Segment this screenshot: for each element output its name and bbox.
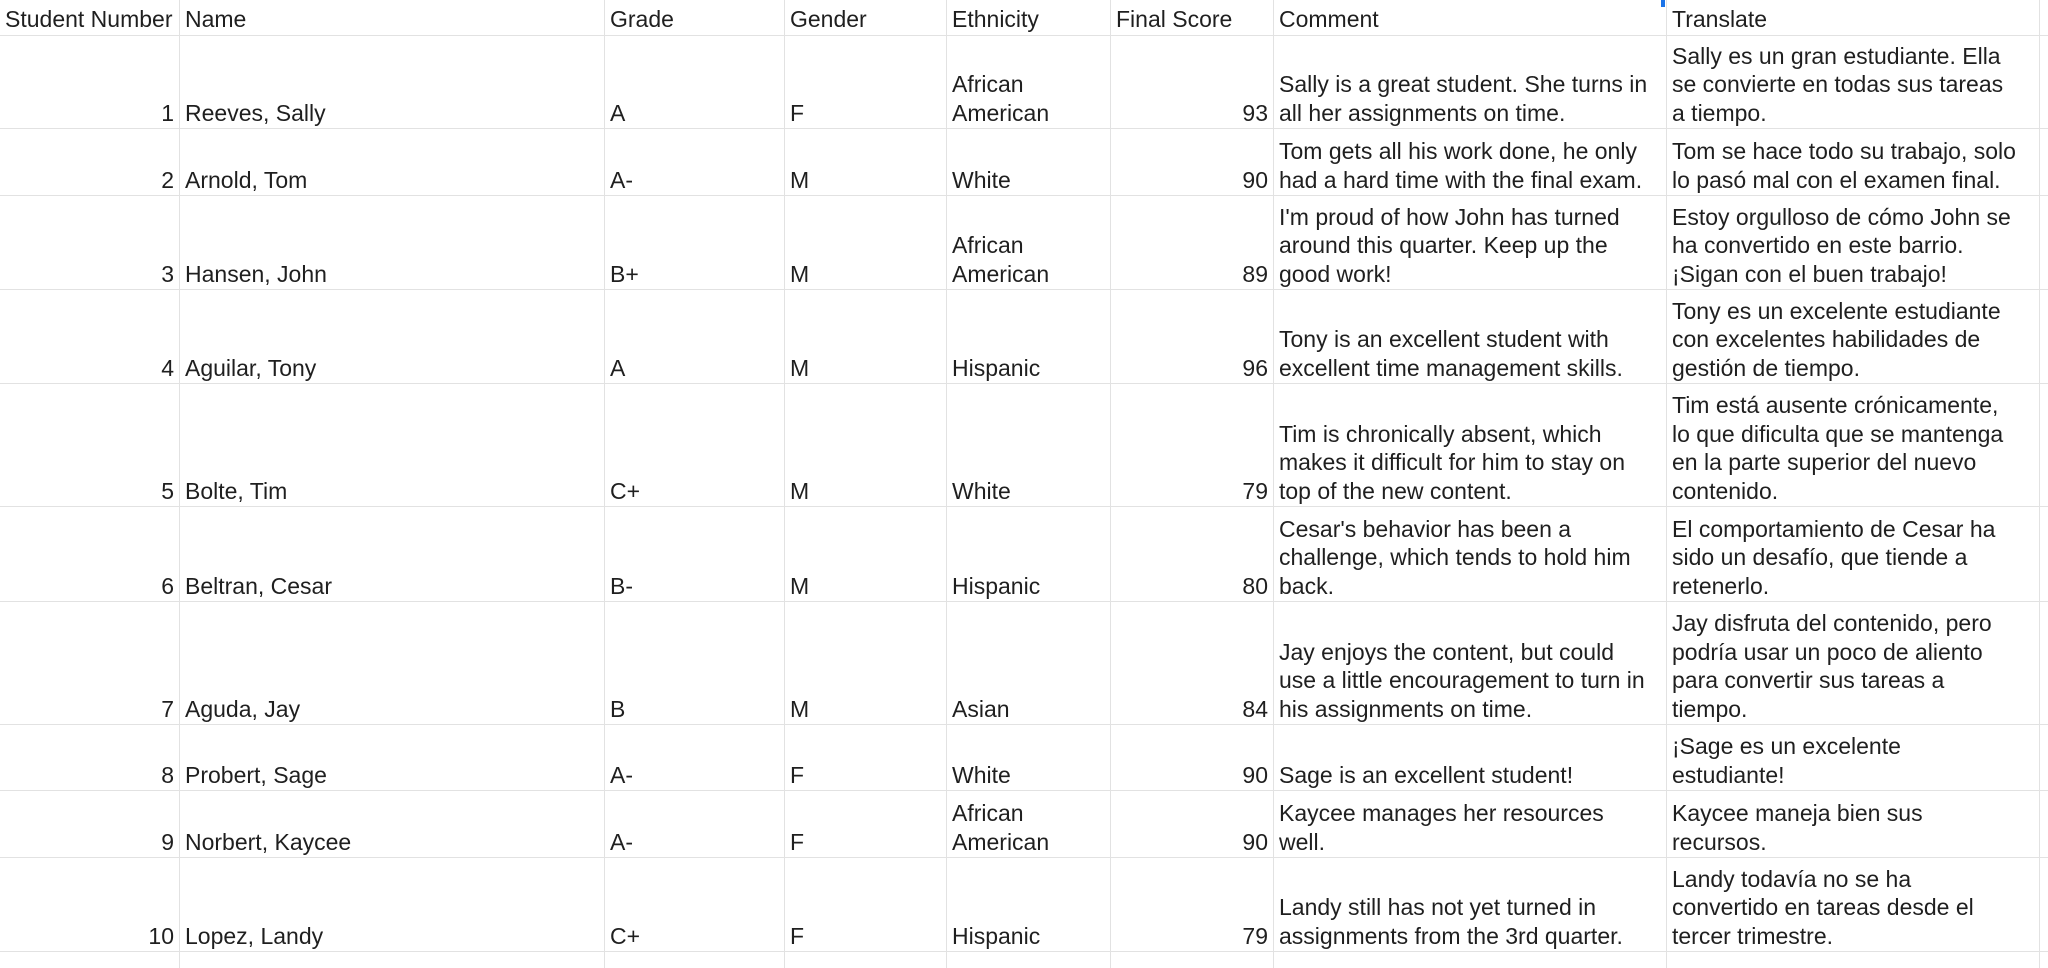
- gender-cell[interactable]: [785, 602, 947, 725]
- grade-text: A: [610, 354, 626, 381]
- ethnicity-cell[interactable]: [947, 290, 1111, 384]
- ethnicity-text: White: [952, 477, 1011, 504]
- empty-cell[interactable]: [2040, 952, 2048, 968]
- final-score-text: 90: [1242, 828, 1268, 855]
- final-score-text: 96: [1242, 354, 1268, 381]
- translate-cell[interactable]: [1667, 507, 2040, 602]
- gender-text: M: [790, 354, 810, 381]
- final-score-text: 79: [1242, 477, 1268, 504]
- grade-text: A-: [610, 828, 633, 855]
- translate-text: lo pasó mal con el examen final.: [1672, 166, 2001, 193]
- final-score-cell[interactable]: [1111, 602, 1274, 725]
- translate-cell[interactable]: [1667, 858, 2040, 952]
- comment-cell[interactable]: [1274, 725, 1667, 791]
- final-score-cell[interactable]: [1111, 290, 1274, 384]
- empty-cell[interactable]: [1667, 952, 2040, 968]
- translate-text: Sally es un gran estudiante. Ella: [1672, 42, 2001, 69]
- final-score-text: 93: [1242, 99, 1268, 126]
- translate-text: para convertir sus tareas a: [1672, 667, 1945, 693]
- translate-cell[interactable]: [1667, 384, 2040, 507]
- grade-text: A-: [610, 166, 633, 193]
- name-text: Aguda, Jay: [185, 695, 301, 722]
- comment-cell[interactable]: [1274, 602, 1667, 725]
- empty-cell[interactable]: [2040, 791, 2048, 858]
- final-score-text: 80: [1242, 572, 1268, 599]
- header-translate[interactable]: Translate: [1667, 0, 2040, 36]
- comment-text: Tom gets all his work done, he only: [1279, 138, 1637, 164]
- translate-text: tercer trimestre.: [1672, 922, 1834, 949]
- table-row: [0, 36, 2048, 129]
- student-number-cell[interactable]: [0, 290, 180, 384]
- comment-text: challenge, which tends to hold him: [1279, 544, 1631, 570]
- ethnicity-text: American: [952, 828, 1050, 855]
- empty-cell[interactable]: [2040, 384, 2048, 507]
- ethnicity-cell[interactable]: [947, 858, 1111, 952]
- grade-text: B+: [610, 260, 639, 287]
- comment-text: assignments from the 3rd quarter.: [1279, 922, 1623, 949]
- translate-text: El comportamiento de Cesar ha: [1672, 515, 1996, 542]
- student-number-text: 8: [161, 761, 174, 788]
- header-empty-column[interactable]: [2040, 0, 2048, 36]
- final-score-text: 79: [1242, 922, 1268, 949]
- empty-cell[interactable]: [605, 952, 785, 968]
- table-row: [0, 791, 2048, 858]
- gender-cell[interactable]: [785, 725, 947, 791]
- grade-cell[interactable]: [605, 507, 785, 602]
- translate-text: ha convertido en este barrio.: [1672, 232, 1964, 258]
- final-score-cell[interactable]: [1111, 384, 1274, 507]
- grade-cell[interactable]: [605, 791, 785, 858]
- translate-text: Kaycee maneja bien sus: [1672, 800, 1923, 826]
- ethnicity-text: American: [952, 260, 1050, 287]
- name-text: Aguilar, Tony: [185, 354, 317, 381]
- gender-text: F: [790, 828, 805, 855]
- comment-text: Cesar's behavior has been a: [1279, 515, 1572, 542]
- final-score-cell[interactable]: [1111, 36, 1274, 129]
- ethnicity-text: African: [952, 232, 1024, 258]
- comment-cell[interactable]: [1274, 791, 1667, 858]
- translate-text: Estoy orgulloso de cómo John se: [1672, 203, 2011, 230]
- grade-text: C+: [610, 922, 641, 949]
- translate-text: podría usar un poco de aliento: [1672, 638, 1983, 665]
- name-cell[interactable]: [180, 290, 605, 384]
- student-number-cell[interactable]: [0, 36, 180, 129]
- comment-cell[interactable]: [1274, 384, 1667, 507]
- table-row: [0, 129, 2048, 196]
- cell-selection-handle[interactable]: [1661, 0, 1665, 7]
- header-final-score[interactable]: Final Score: [1111, 0, 1274, 36]
- name-text: Norbert, Kaycee: [185, 828, 352, 855]
- empty-row: [0, 952, 2048, 968]
- table-row: [0, 858, 2048, 952]
- table-row: [0, 602, 2048, 725]
- final-score-text: 89: [1242, 260, 1268, 287]
- student-number-text: 4: [161, 354, 174, 381]
- translate-text: retenerlo.: [1672, 572, 1770, 599]
- translate-text: en la parte superior del nuevo: [1672, 449, 1977, 475]
- translate-text: convertido en tareas desde el: [1672, 894, 1974, 920]
- translate-cell[interactable]: [1667, 129, 2040, 196]
- student-number-text: 2: [161, 166, 174, 193]
- comment-cell[interactable]: [1274, 858, 1667, 952]
- empty-cell[interactable]: [2040, 196, 2048, 290]
- gender-cell[interactable]: [785, 290, 947, 384]
- comment-text: Jay enjoys the content, but could: [1279, 638, 1614, 665]
- table-row: [0, 507, 2048, 602]
- translate-text: sido un desafío, que tiende a: [1672, 544, 1968, 570]
- translate-text: se convierte en todas sus tareas: [1672, 71, 2004, 97]
- translate-text: recursos.: [1672, 828, 1767, 855]
- comment-cell[interactable]: [1274, 129, 1667, 196]
- translate-text: contenido.: [1672, 477, 1779, 504]
- comment-text: around this quarter. Keep up the: [1279, 232, 1608, 258]
- student-number-text: 3: [161, 260, 174, 287]
- translate-text: Tom se hace todo su trabajo, solo: [1672, 138, 2016, 164]
- name-text: Reeves, Sally: [185, 99, 326, 126]
- comment-text: I'm proud of how John has turned: [1279, 203, 1620, 230]
- comment-text: excellent time management skills.: [1279, 354, 1623, 381]
- ethnicity-cell[interactable]: [947, 725, 1111, 791]
- translate-text: estudiante!: [1672, 761, 1785, 788]
- grade-cell[interactable]: [605, 384, 785, 507]
- header-student-number[interactable]: Student Number: [0, 0, 180, 36]
- ethnicity-cell[interactable]: [947, 791, 1111, 858]
- comment-text: back.: [1279, 572, 1334, 599]
- gender-text: M: [790, 477, 810, 504]
- name-text: Lopez, Landy: [185, 922, 324, 949]
- comment-text: all her assignments on time.: [1279, 99, 1566, 126]
- student-number-text: 5: [161, 477, 174, 504]
- final-score-cell[interactable]: [1111, 791, 1274, 858]
- grade-cell[interactable]: [605, 602, 785, 725]
- gender-text: M: [790, 572, 810, 599]
- comment-text: Tony is an excellent student with: [1279, 326, 1609, 352]
- translate-text: tiempo.: [1672, 695, 1748, 722]
- gender-text: F: [790, 99, 805, 126]
- header-grade[interactable]: Grade: [605, 0, 785, 36]
- gender-cell[interactable]: [785, 36, 947, 129]
- student-number-text: 10: [148, 922, 174, 949]
- name-text: Bolte, Tim: [185, 477, 288, 504]
- empty-cell[interactable]: [2040, 290, 2048, 384]
- grade-text: A-: [610, 761, 633, 788]
- ethnicity-text: African: [952, 800, 1024, 826]
- final-score-cell[interactable]: [1111, 196, 1274, 290]
- translate-text: ¡Sigan con el buen trabajo!: [1672, 260, 1947, 287]
- name-cell[interactable]: [180, 725, 605, 791]
- header-name[interactable]: Name: [180, 0, 605, 36]
- final-score-cell[interactable]: [1111, 507, 1274, 602]
- table-row: [0, 196, 2048, 290]
- grade-cell[interactable]: [605, 725, 785, 791]
- comment-text: Tim is chronically absent, which: [1279, 420, 1602, 447]
- name-cell[interactable]: [180, 36, 605, 129]
- gender-cell[interactable]: [785, 129, 947, 196]
- student-number-text: 6: [161, 572, 174, 599]
- name-text: Hansen, John: [185, 260, 327, 287]
- gender-text: F: [790, 922, 805, 949]
- student-number-cell[interactable]: [0, 725, 180, 791]
- empty-cell[interactable]: [0, 952, 180, 968]
- empty-cell[interactable]: [1111, 952, 1274, 968]
- grade-text: B: [610, 695, 626, 722]
- grade-cell[interactable]: [605, 36, 785, 129]
- gender-text: M: [790, 695, 810, 722]
- ethnicity-text: Hispanic: [952, 572, 1041, 599]
- student-number-cell[interactable]: [0, 791, 180, 858]
- grade-cell[interactable]: [605, 290, 785, 384]
- grade-text: C+: [610, 477, 641, 504]
- name-text: Beltran, Cesar: [185, 572, 333, 599]
- final-score-cell[interactable]: [1111, 858, 1274, 952]
- comment-text: Kaycee manages her resources: [1279, 800, 1604, 826]
- final-score-cell[interactable]: [1111, 129, 1274, 196]
- translate-cell[interactable]: [1667, 602, 2040, 725]
- student-number-cell[interactable]: [0, 384, 180, 507]
- comment-text: well.: [1279, 828, 1326, 855]
- gender-cell[interactable]: [785, 507, 947, 602]
- final-score-text: 84: [1242, 695, 1268, 722]
- translate-cell[interactable]: [1667, 725, 2040, 791]
- translate-text: Jay disfruta del contenido, pero: [1672, 610, 1992, 636]
- header-gender[interactable]: Gender: [785, 0, 947, 36]
- gender-text: M: [790, 166, 810, 193]
- comment-text: his assignments on time.: [1279, 695, 1533, 722]
- ethnicity-cell[interactable]: [947, 384, 1111, 507]
- comment-cell[interactable]: [1274, 290, 1667, 384]
- translate-cell[interactable]: [1667, 290, 2040, 384]
- ethnicity-text: American: [952, 99, 1050, 126]
- final-score-text: 90: [1242, 166, 1268, 193]
- student-number-text: 1: [161, 99, 174, 126]
- ethnicity-cell[interactable]: [947, 602, 1111, 725]
- ethnicity-text: Asian: [952, 695, 1010, 722]
- translate-cell[interactable]: [1667, 36, 2040, 129]
- name-cell[interactable]: [180, 129, 605, 196]
- translate-text: gestión de tiempo.: [1672, 354, 1860, 381]
- ethnicity-text: African: [952, 71, 1024, 97]
- comment-text: makes it difficult for him to stay on: [1279, 449, 1625, 475]
- translate-text: con excelentes habilidades de: [1672, 326, 1981, 352]
- empty-cell[interactable]: [2040, 602, 2048, 725]
- ethnicity-cell[interactable]: [947, 507, 1111, 602]
- grade-text: A: [610, 99, 626, 126]
- empty-cell[interactable]: [2040, 725, 2048, 791]
- gender-cell[interactable]: [785, 791, 947, 858]
- translate-text: ¡Sage es un excelente: [1672, 733, 1901, 759]
- comment-text: Sage is an excellent student!: [1279, 761, 1574, 788]
- empty-cell[interactable]: [2040, 858, 2048, 952]
- student-number-cell[interactable]: [0, 602, 180, 725]
- comment-cell[interactable]: [1274, 507, 1667, 602]
- table-row: [0, 384, 2048, 507]
- student-number-cell[interactable]: [0, 507, 180, 602]
- ethnicity-text: Hispanic: [952, 922, 1041, 949]
- comment-cell[interactable]: [1274, 196, 1667, 290]
- student-number-cell[interactable]: [0, 129, 180, 196]
- comment-text: Sally is a great student. She turns in: [1279, 71, 1648, 97]
- grade-cell[interactable]: [605, 196, 785, 290]
- name-text: Probert, Sage: [185, 761, 327, 788]
- empty-cell[interactable]: [947, 952, 1111, 968]
- header-ethnicity[interactable]: Ethnicity: [947, 0, 1111, 36]
- table-row: [0, 290, 2048, 384]
- name-cell[interactable]: [180, 858, 605, 952]
- gender-cell[interactable]: [785, 196, 947, 290]
- empty-cell[interactable]: [2040, 36, 2048, 129]
- gender-text: F: [790, 761, 805, 788]
- ethnicity-cell[interactable]: [947, 36, 1111, 129]
- comment-text: had a hard time with the final exam.: [1279, 166, 1643, 193]
- student-number-text: 7: [161, 695, 174, 722]
- ethnicity-text: White: [952, 166, 1011, 193]
- header-comment[interactable]: Comment: [1274, 0, 1667, 36]
- grade-cell[interactable]: [605, 858, 785, 952]
- grade-text: B-: [610, 572, 633, 599]
- translate-text: Tim está ausente crónicamente,: [1672, 392, 1999, 418]
- final-score-cell[interactable]: [1111, 725, 1274, 791]
- gender-text: M: [790, 260, 810, 287]
- translate-text: Landy todavía no se ha: [1672, 865, 1912, 892]
- name-cell[interactable]: [180, 602, 605, 725]
- translate-text: lo que dificulta que se mantenga: [1672, 420, 2004, 447]
- name-cell[interactable]: [180, 791, 605, 858]
- grade-cell[interactable]: [605, 129, 785, 196]
- name-cell[interactable]: [180, 507, 605, 602]
- student-number-cell[interactable]: [0, 196, 180, 290]
- ethnicity-text: Hispanic: [952, 354, 1041, 381]
- empty-cell[interactable]: [180, 952, 605, 968]
- name-cell[interactable]: [180, 196, 605, 290]
- ethnicity-cell[interactable]: [947, 196, 1111, 290]
- gender-cell[interactable]: [785, 858, 947, 952]
- final-score-text: 90: [1242, 761, 1268, 788]
- translate-text: Tony es un excelente estudiante: [1672, 297, 2001, 324]
- empty-cell[interactable]: [1274, 952, 1667, 968]
- empty-cell[interactable]: [2040, 507, 2048, 602]
- name-cell[interactable]: [180, 384, 605, 507]
- comment-text: good work!: [1279, 260, 1392, 287]
- student-number-text: 9: [161, 828, 174, 855]
- name-text: Arnold, Tom: [185, 166, 308, 193]
- translate-cell[interactable]: [1667, 791, 2040, 858]
- student-number-cell[interactable]: [0, 858, 180, 952]
- comment-text: top of the new content.: [1279, 477, 1512, 504]
- comment-text: Landy still has not yet turned in: [1279, 894, 1597, 920]
- gender-cell[interactable]: [785, 384, 947, 507]
- table-row: [0, 725, 2048, 791]
- empty-cell[interactable]: [2040, 129, 2048, 196]
- ethnicity-text: White: [952, 761, 1011, 788]
- translate-cell[interactable]: [1667, 196, 2040, 290]
- empty-cell[interactable]: [785, 952, 947, 968]
- ethnicity-cell[interactable]: [947, 129, 1111, 196]
- comment-text: use a little encouragement to turn in: [1279, 667, 1645, 693]
- comment-cell[interactable]: [1274, 36, 1667, 129]
- translate-text: a tiempo.: [1672, 99, 1767, 126]
